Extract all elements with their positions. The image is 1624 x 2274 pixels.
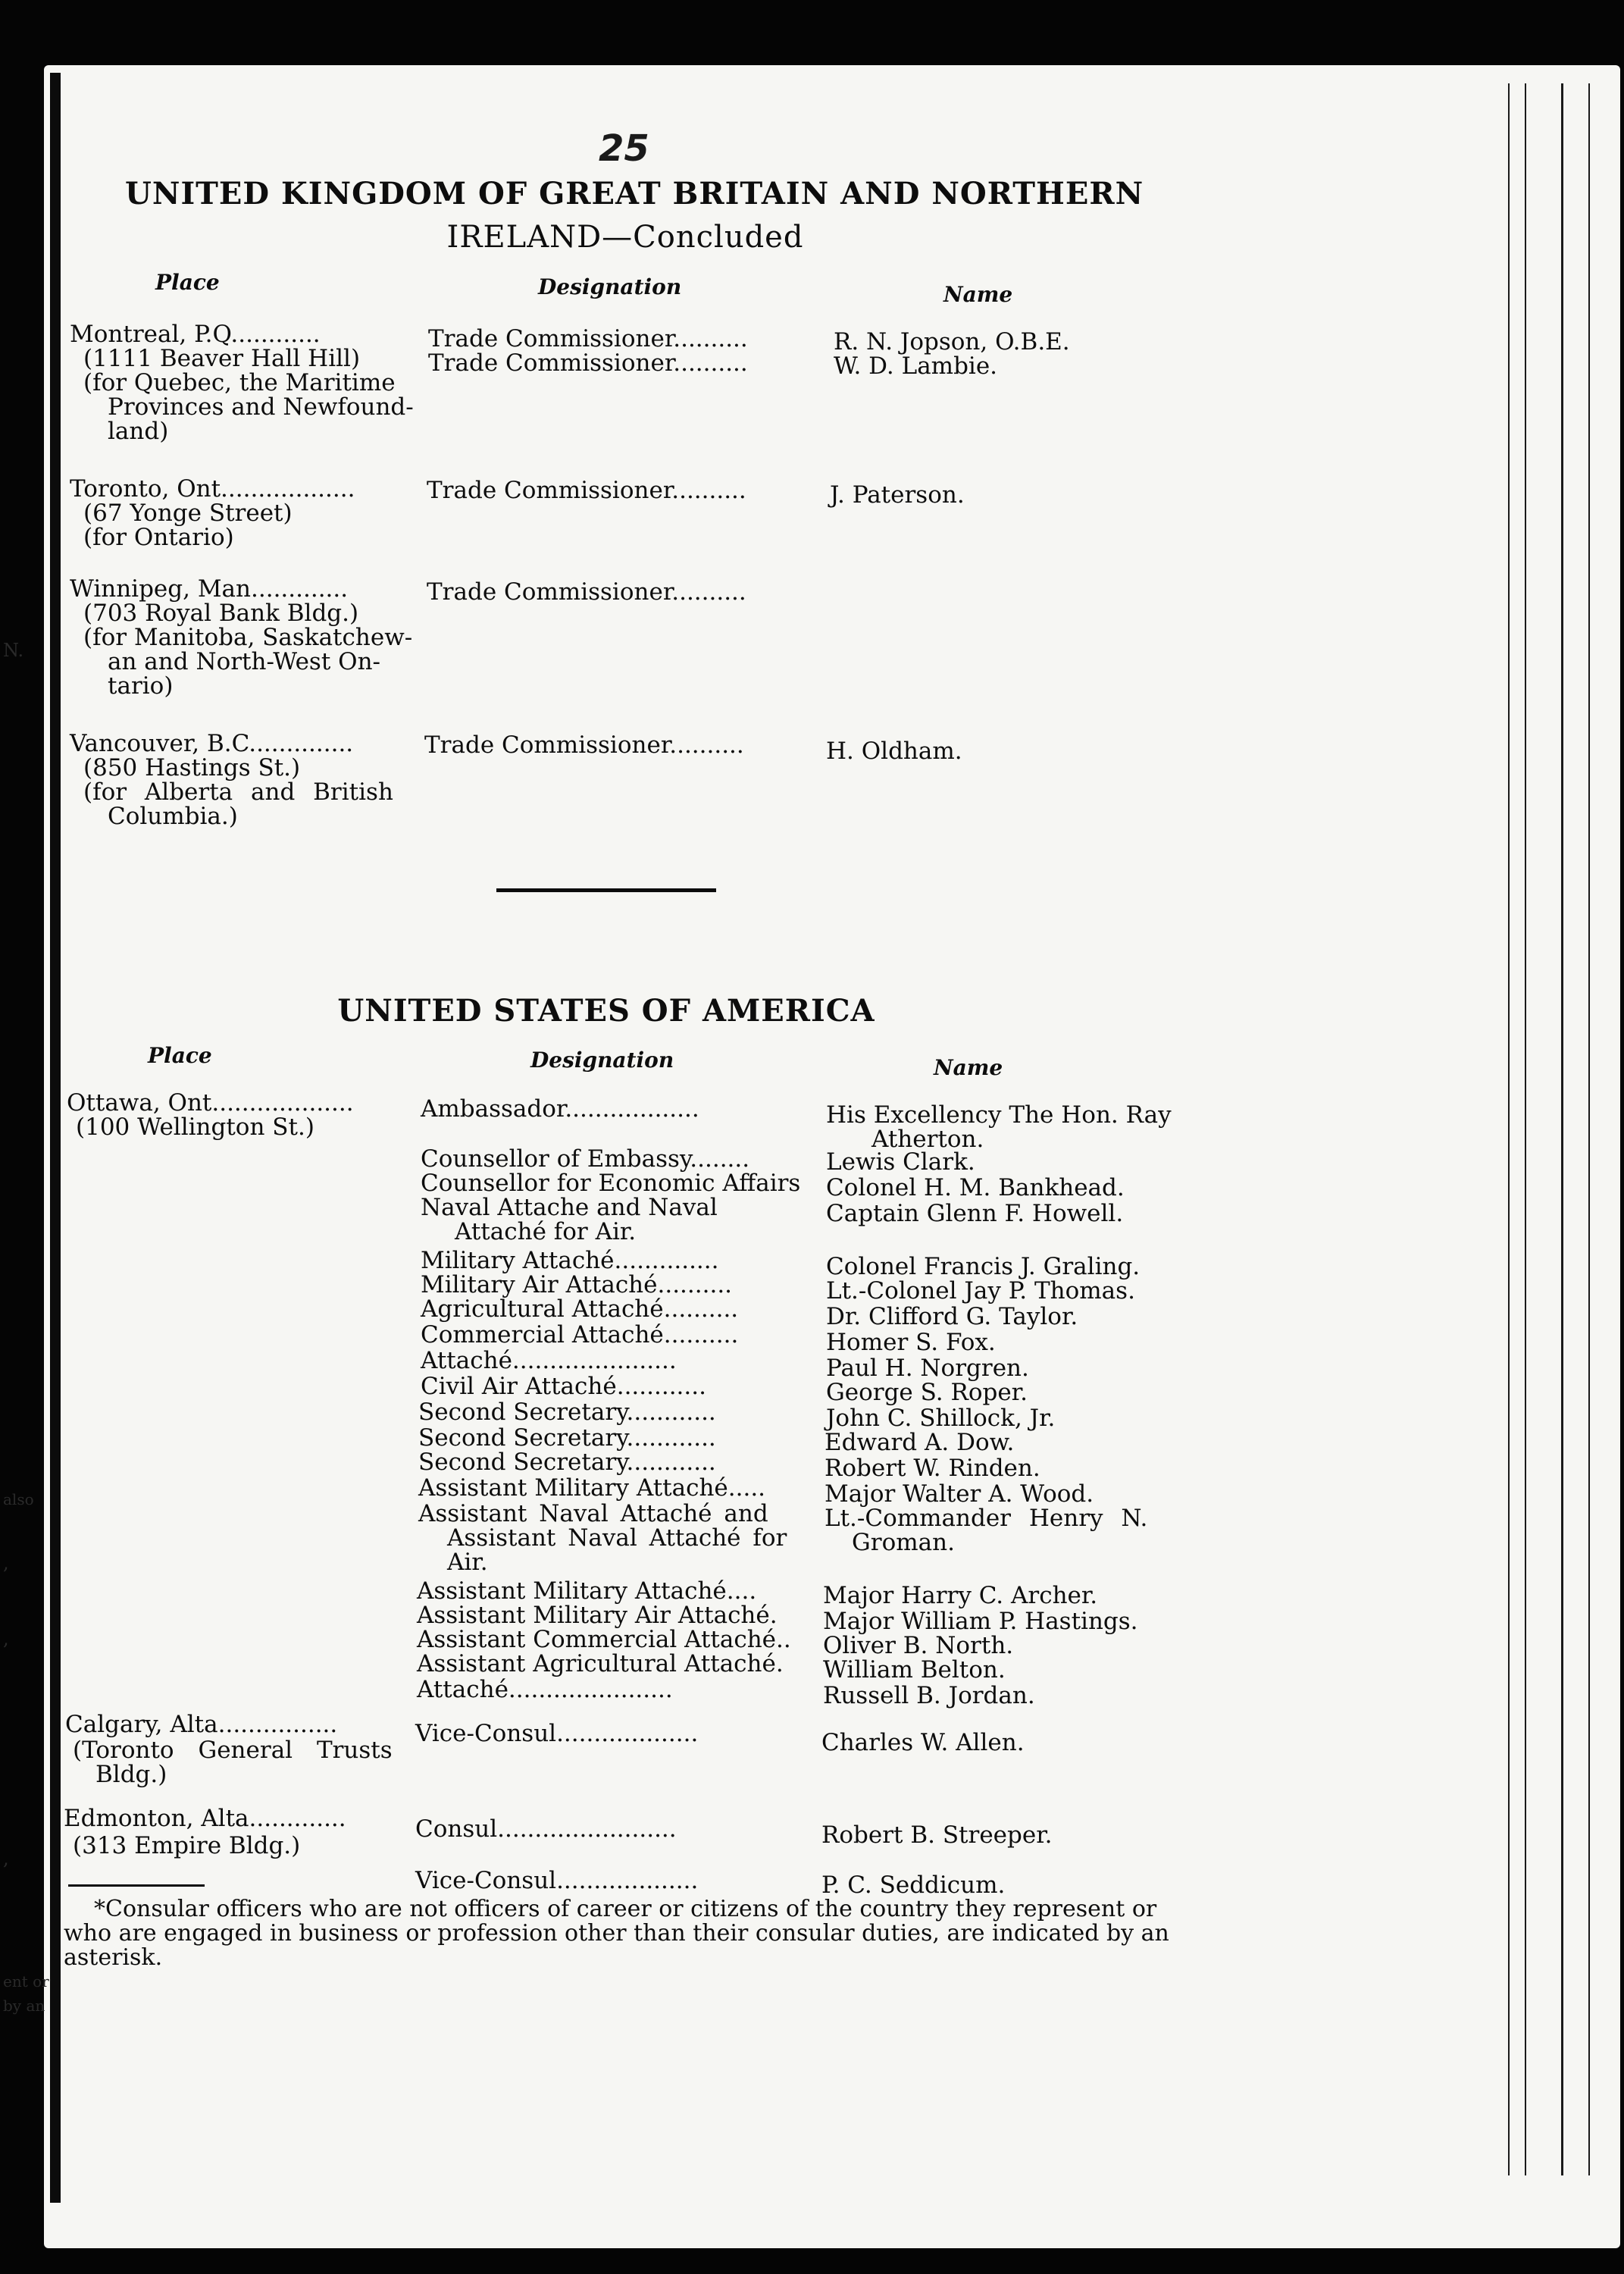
name-line: Colonel Francis J. Graling.	[826, 1253, 1141, 1280]
name-line: Dr. Clifford G. Taylor.	[826, 1303, 1078, 1330]
place-line: (1111 Beaver Hall Hill)	[83, 345, 361, 372]
name-line: R. N. Jopson, O.B.E.	[834, 328, 1070, 356]
place-line: Vancouver, B.C..............	[70, 730, 354, 757]
designation-line: Assistant Naval Attaché and	[418, 1500, 768, 1527]
place-line: Ottawa, Ont...................	[67, 1089, 354, 1117]
place-line: land)	[108, 418, 169, 445]
name-line: Homer S. Fox.	[826, 1329, 996, 1356]
name-line: Robert W. Rinden.	[825, 1455, 1040, 1482]
name-line: Groman.	[852, 1529, 955, 1556]
designation-line: Attaché......................	[417, 1676, 673, 1703]
designation-line: Assistant Naval Attaché for	[447, 1524, 787, 1552]
designation-line: Naval Attache and Naval	[421, 1194, 718, 1221]
page-edge-line	[1508, 83, 1510, 2175]
column-header-designation: Designation	[530, 1048, 674, 1073]
place-line: Columbia.)	[108, 803, 238, 830]
gutter-fragment: N.	[3, 640, 24, 661]
name-line: John C. Shillock, Jr.	[826, 1405, 1056, 1432]
name-line: Russell B. Jordan.	[823, 1682, 1035, 1709]
designation-line: Military Air Attaché..........	[421, 1271, 733, 1298]
name-line: William Belton.	[823, 1656, 1006, 1684]
place-line: (313 Empire Bldg.)	[73, 1832, 301, 1859]
place-line: (703 Royal Bank Bldg.)	[83, 600, 359, 627]
place-line: Montreal, P.Q............	[70, 321, 321, 348]
section-title-usa: UNITED STATES OF AMERICA	[337, 993, 875, 1029]
designation-line: Consul........................	[415, 1815, 677, 1843]
designation-line: Vice-Consul...................	[415, 1720, 699, 1747]
gutter-fragment: ,	[3, 1552, 9, 1574]
designation-line: Civil Air Attaché............	[421, 1373, 706, 1400]
designation-line: Trade Commissioner..........	[424, 731, 744, 759]
footnote-line: asterisk.	[64, 1944, 163, 1971]
footnote-line: who are engaged in business or profession other than their consular duties, are indicated by an	[64, 1920, 1169, 1947]
section-divider	[496, 888, 716, 892]
name-line: Robert B. Streeper.	[821, 1821, 1053, 1849]
name-line: Captain Glenn F. Howell.	[826, 1200, 1124, 1227]
footnote-line: *Consular officers who are not officers of career or citizens of the country they represent or	[94, 1896, 1157, 1922]
place-line: Winnipeg, Man.............	[70, 575, 349, 603]
page-edge-line	[1588, 83, 1590, 2175]
place-line: (for Quebec, the Maritime	[83, 369, 396, 396]
designation-line: Assistant Military Air Attaché.	[417, 1602, 778, 1629]
name-line: Lt.-Commander Henry N.	[825, 1505, 1148, 1532]
designation-line: Assistant Military Attaché.....	[418, 1474, 766, 1502]
designation-line: Attaché......................	[421, 1347, 677, 1374]
designation-line: Vice-Consul...................	[415, 1867, 699, 1894]
gutter-fragment: ,	[3, 1848, 9, 1869]
page-number: 25	[599, 127, 649, 170]
gutter-fragment: also	[3, 1490, 34, 1508]
name-line: P. C. Seddicum.	[821, 1872, 1006, 1899]
place-line: (100 Wellington St.)	[76, 1114, 314, 1141]
place-line: Calgary, Alta................	[65, 1711, 338, 1738]
name-line: Atherton.	[871, 1126, 984, 1153]
name-line: Paul H. Norgren.	[826, 1355, 1029, 1382]
name-line: Lt.-Colonel Jay P. Thomas.	[826, 1277, 1135, 1305]
name-line: Edward A. Dow.	[825, 1429, 1015, 1456]
name-line: Major Walter A. Wood.	[825, 1480, 1094, 1508]
designation-line: Second Secretary............	[418, 1449, 716, 1476]
designation-line: Assistant Commercial Attaché..	[417, 1626, 791, 1653]
gutter-fragment: by an	[3, 1997, 45, 2015]
designation-line: Counsellor of Embassy........	[421, 1145, 750, 1173]
place-line: (Toronto General Trusts	[73, 1737, 393, 1764]
place-line: Toronto, Ont..................	[70, 475, 355, 503]
designation-line: Trade Commissioner..........	[428, 325, 748, 352]
column-header-place: Place	[155, 270, 220, 295]
place-line: an and North-West On-	[108, 648, 381, 675]
name-line: His Excellency The Hon. Ray	[826, 1101, 1172, 1129]
name-line: Lewis Clark.	[826, 1148, 975, 1176]
name-line: Colonel H. M. Bankhead.	[826, 1174, 1125, 1201]
place-line: Edmonton, Alta.............	[64, 1805, 346, 1832]
name-line: Major William P. Hastings.	[823, 1608, 1138, 1635]
designation-line: Second Secretary............	[418, 1399, 716, 1426]
place-line: (for Alberta and British	[83, 778, 393, 806]
footnote-divider	[68, 1884, 205, 1887]
designation-line: Agricultural Attaché..........	[421, 1295, 739, 1323]
name-line: Charles W. Allen.	[821, 1729, 1025, 1756]
designation-line: Second Secretary............	[418, 1424, 716, 1452]
gutter-fragment: ent or	[3, 1972, 49, 1991]
designation-line: Counsellor for Economic Affairs	[421, 1170, 801, 1197]
place-line: Provinces and Newfound-	[108, 393, 414, 421]
designation-line: Military Attaché..............	[421, 1247, 719, 1274]
name-line: J. Paterson.	[830, 481, 965, 509]
name-line: H. Oldham.	[826, 738, 962, 765]
page-edge-line	[1525, 83, 1526, 2175]
section-title-uk: UNITED KINGDOM OF GREAT BRITAIN AND NORTHERN	[125, 176, 1144, 211]
page-edge-line	[1561, 83, 1563, 2175]
designation-line: Assistant Military Attaché....	[417, 1577, 757, 1605]
designation-line: Assistant Agricultural Attaché.	[417, 1650, 784, 1677]
designation-line: Air.	[447, 1549, 488, 1576]
place-line: (67 Yonge Street)	[83, 500, 293, 527]
designation-line: Trade Commissioner..........	[427, 477, 746, 504]
column-header-designation: Designation	[538, 274, 682, 299]
gutter-fragment: ,	[3, 1628, 9, 1649]
designation-line: Ambassador..................	[421, 1095, 699, 1123]
place-line: (for Ontario)	[83, 524, 234, 551]
place-line: tario)	[108, 672, 174, 700]
designation-line: Trade Commissioner..........	[428, 349, 748, 377]
designation-line: Attaché for Air.	[455, 1218, 637, 1245]
section-subtitle-uk: IRELAND—Concluded	[446, 220, 804, 255]
column-header-place: Place	[148, 1043, 212, 1068]
page-binding	[50, 73, 61, 2203]
name-line: W. D. Lambie.	[834, 352, 998, 380]
name-line: Oliver B. North.	[823, 1632, 1014, 1659]
designation-line: Trade Commissioner..........	[427, 578, 746, 606]
name-line: George S. Roper.	[826, 1379, 1028, 1406]
column-header-name: Name	[934, 1055, 1003, 1080]
place-line: Bldg.)	[95, 1761, 167, 1788]
column-header-name: Name	[943, 282, 1013, 307]
place-line: (850 Hastings St.)	[83, 754, 301, 781]
name-line: Major Harry C. Archer.	[823, 1582, 1098, 1609]
designation-line: Commercial Attaché..........	[421, 1321, 739, 1348]
place-line: (for Manitoba, Saskatchew-	[83, 624, 413, 651]
